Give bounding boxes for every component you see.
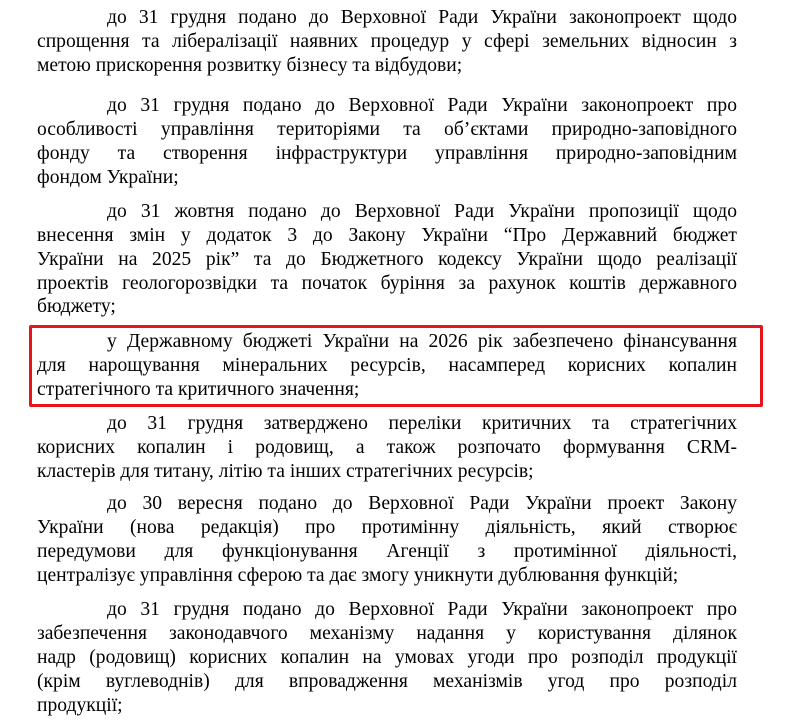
paragraph-line: централізує управління сферою та дає змогу уникнути дублювання функцій; — [37, 565, 679, 586]
paragraph-line: до 30 вересня подано до Верховної Ради України проект Закону — [107, 493, 737, 514]
paragraph-line: (крім вуглеводнів) для впровадження механізмів угод про розподіл — [37, 671, 737, 692]
paragraph-line: забезпечення законодавчого механізму надання у користування ділянок — [37, 623, 737, 644]
paragraph-line: до 31 грудня затверджено переліки критичних та стратегічних — [107, 413, 737, 434]
paragraph-line: для нарощування мінеральних ресурсів, насамперед корисних копалин — [37, 355, 737, 376]
paragraph-line: України на 2025 рік” та до Бюджетного кодексу України щодо реалізації — [37, 249, 737, 270]
paragraph-line: метою прискорення розвитку бізнесу та відбудови; — [37, 55, 463, 76]
paragraph-line: надр (родовищ) корисних копалин на умовах угоди про розподіл продукції — [37, 647, 737, 668]
paragraph-line: України (нова редакція) про протимінну діяльність, який створює — [37, 517, 737, 538]
paragraph-line: особливості управління територіями та об’єктами природно-заповідного — [37, 119, 737, 140]
paragraph-7 — [37, 598, 737, 718]
paragraph-line: проектів геологорозвідки та початок буріння за рахунок коштів державного — [37, 273, 737, 294]
paragraph-5 — [37, 412, 737, 484]
paragraph-line: до 31 грудня подано до Верховної Ради України законопроект про — [107, 95, 737, 116]
paragraph-4-highlighted — [37, 330, 737, 402]
paragraph-2 — [37, 94, 737, 190]
paragraph-1 — [37, 6, 737, 78]
paragraph-6 — [37, 492, 737, 588]
paragraph-line: до 31 грудня подано до Верховної Ради України законопроект про — [107, 599, 737, 620]
paragraph-line: стратегічного та критичного значення; — [37, 379, 360, 400]
paragraph-line: фонду та створення інфраструктури управління природно-заповідним — [37, 143, 737, 164]
paragraph-line: передумови для функціонування Агенції з протимінної діяльності, — [37, 541, 737, 562]
paragraph-line: спрощення та лібералізації наявних процедур у сфері земельних відносин з — [37, 31, 737, 52]
paragraph-line: до 31 жовтня подано до Верховної Ради України пропозиції щодо — [107, 201, 737, 222]
paragraph-line: бюджету; — [37, 296, 116, 317]
paragraph-line: корисних копалин і родовищ, а також розпочато формування CRM- — [37, 437, 737, 458]
paragraph-line: до 31 грудня подано до Верховної Ради України законопроект щодо — [107, 7, 737, 28]
paragraph-line: внесення змін у додаток 3 до Закону України “Про Державний бюджет — [37, 225, 737, 246]
paragraph-line: кластерів для титану, літію та інших стратегічних ресурсів; — [37, 461, 534, 482]
paragraph-3 — [37, 200, 737, 318]
paragraph-line: фондом України; — [37, 167, 179, 188]
paragraph-line: у Державному бюджеті України на 2026 рік забезпечено фінансування — [107, 331, 737, 352]
paragraph-line: продукції; — [37, 695, 123, 716]
